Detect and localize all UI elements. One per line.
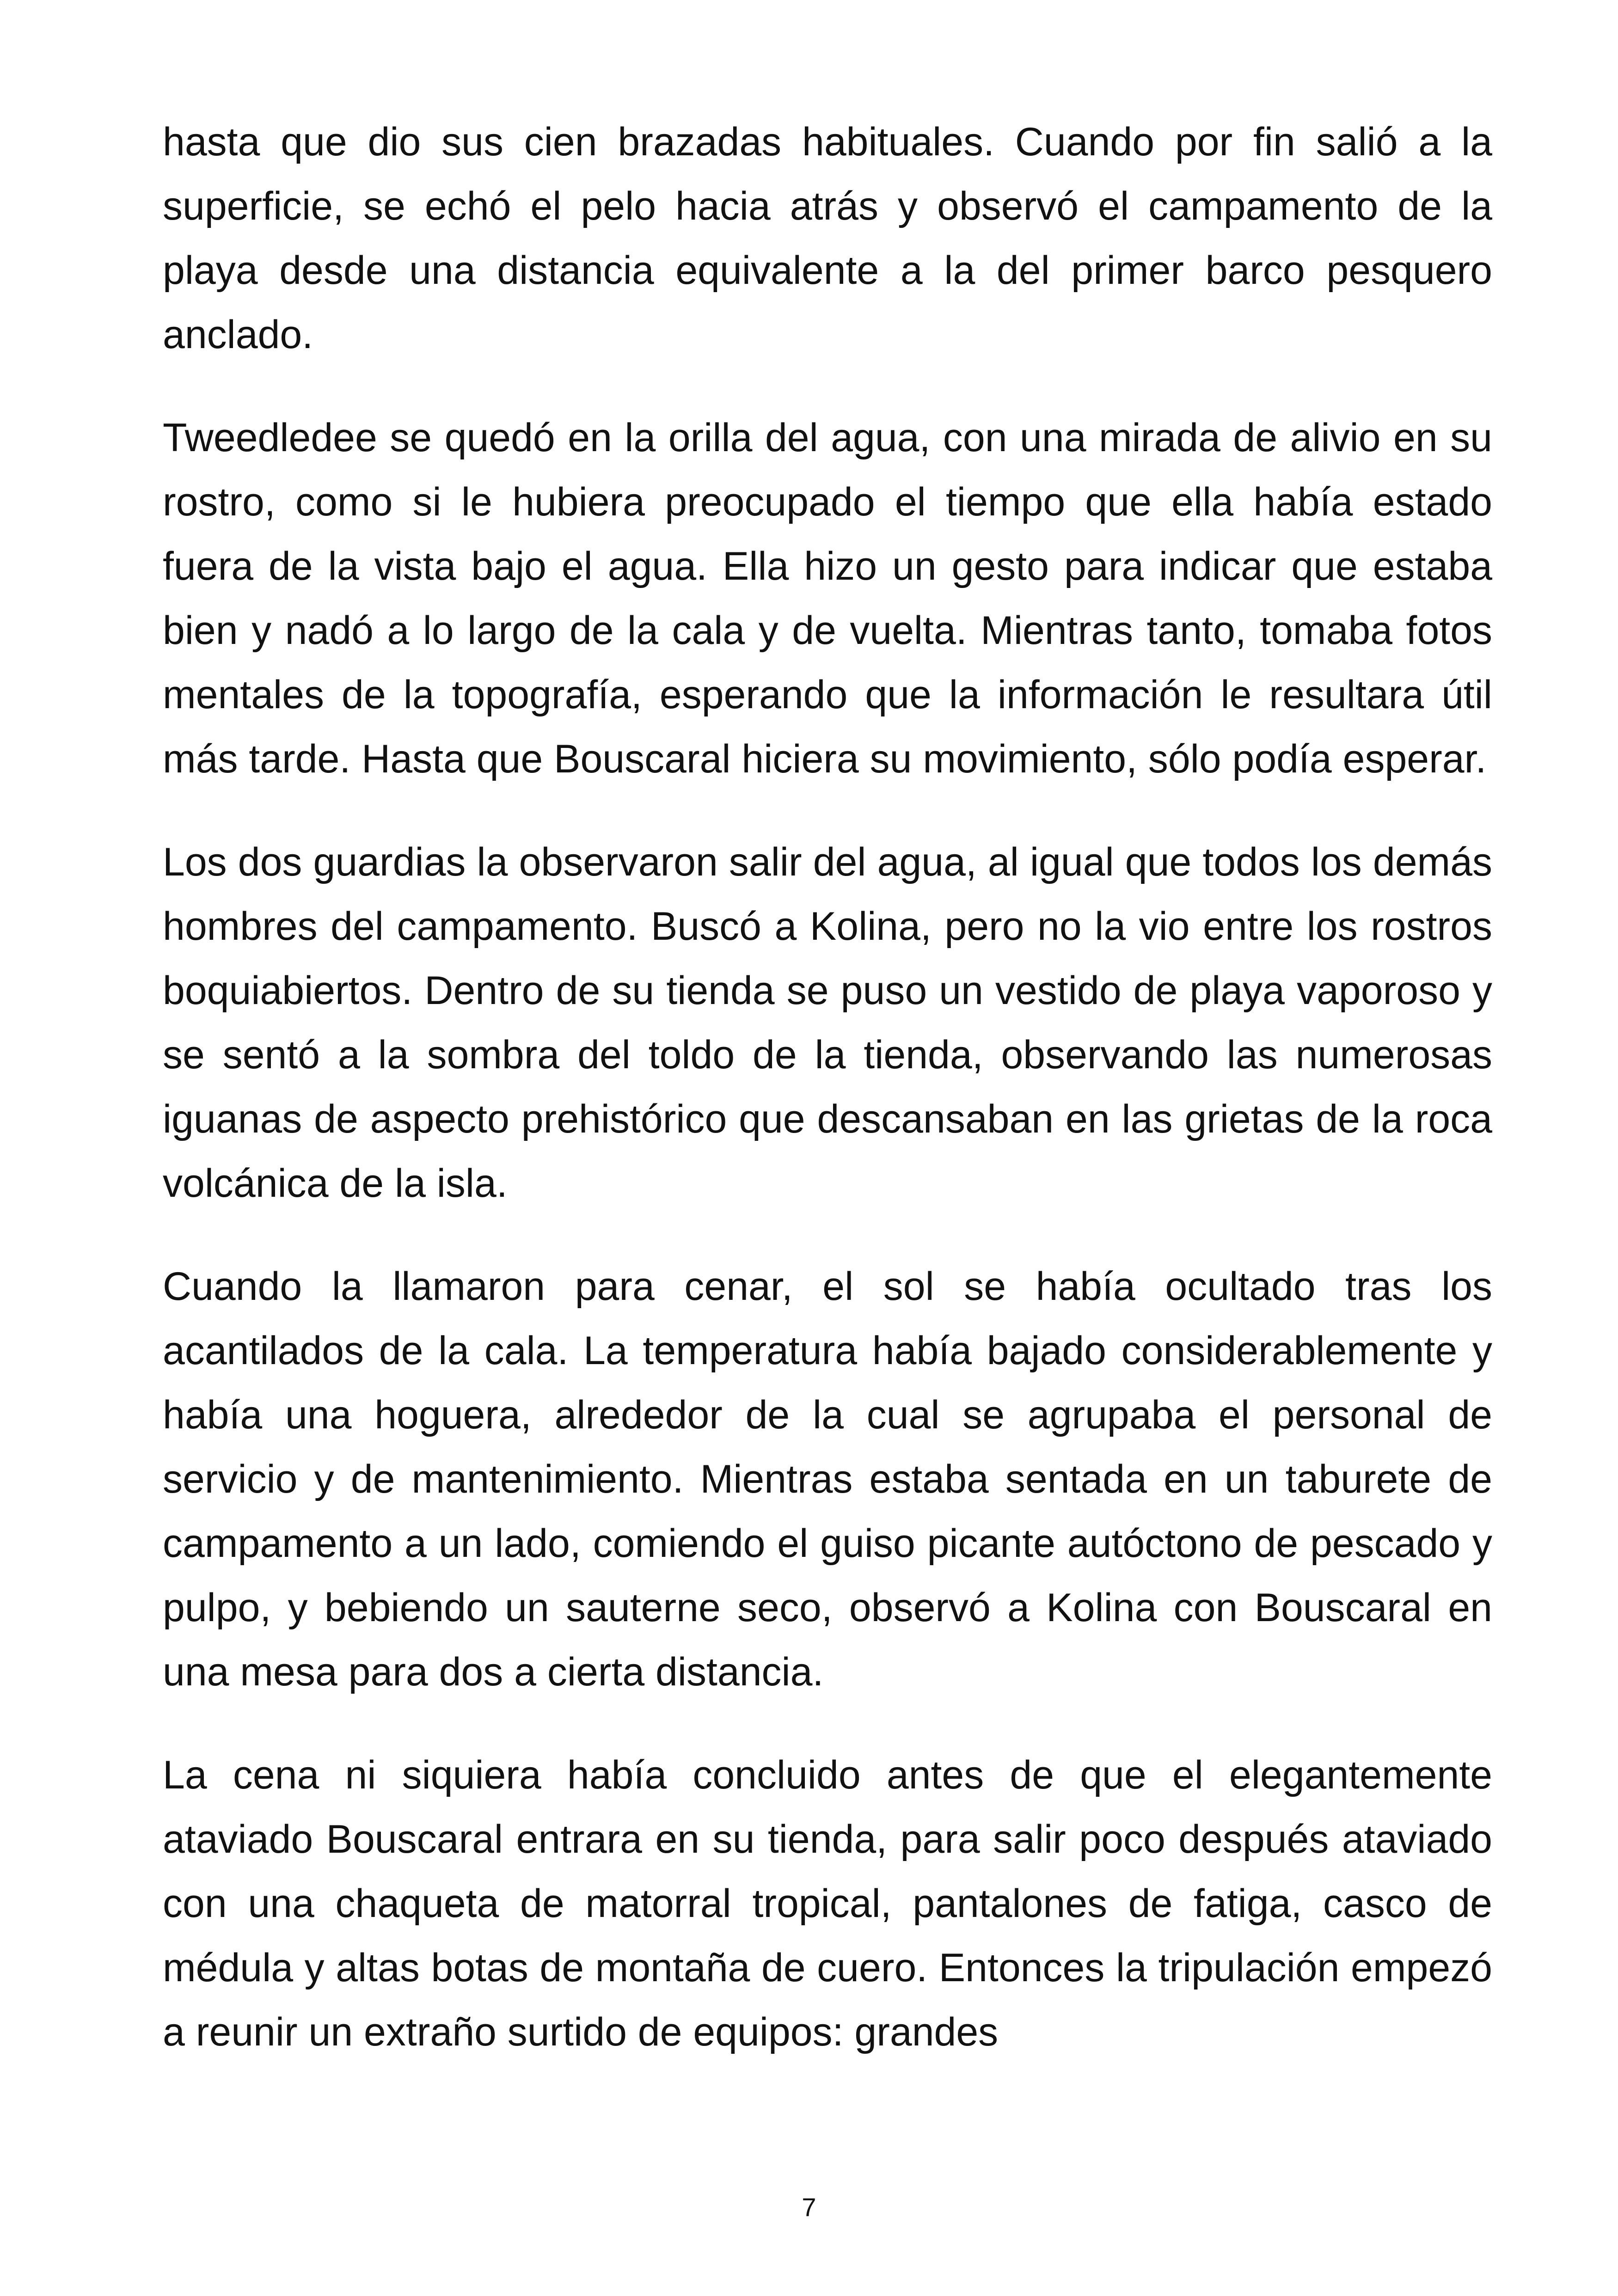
paragraph: La cena ni siquiera había concluido antes de que el elegantemente ataviado Bouscaral entrara en su tienda, para salir poco después ataviado con una chaqueta de matorral tropical, pantalones de fatiga, casco de médula y altas botas de montaña de cuero. Entonces la tripulación empezó a reunir un extraño surtido de equipos: grandes [163,1753,1492,2054]
paragraph: Los dos guardias la observaron salir del agua, al igual que todos los demás hombres del campamento. Buscó a Kolina, pero no la vio entre los rostros boquiabiertos. Dentro de su tienda se puso un vestido de playa vaporoso y se sentó a la sombra del toldo de la tienda, observando las numerosas iguanas de aspecto prehistórico que descansaban en las grietas de la roca volcánica de la isla. [163,840,1492,1206]
paragraph: hasta que dio sus cien brazadas habituales. Cuando por fin salió a la superficie, se echó el pelo hacia atrás y observó el campamento de la playa desde una distancia equivalente a la del primer barco pesquero anclado. [163,120,1492,357]
paragraph: Cuando la llamaron para cenar, el sol se había ocultado tras los acantilados de la cala. La temperatura había bajado considerablemente y había una hoguera, alrededor de la cual se agrupaba el personal de servicio y de mantenimiento. Mientras estaba sentada en un taburete de campamento a un lado, comiendo el guiso picante autóctono de pescado y pulpo, y bebiendo un sauterne seco, observó a Kolina con Bouscaral en una mesa para dos a cierta distancia. [163,1264,1492,1694]
paragraph: Tweedledee se quedó en la orilla del agua, con una mirada de alivio en su rostro, como si le hubiera preocupado el tiempo que ella había estado fuera de la vista bajo el agua. Ella hizo un gesto para indicar que estaba bien y nadó a lo largo de la cala y de vuelta. Mientras tanto, tomaba fotos mentales de la topografía, esperando que la información le resultara útil más tarde. Hasta que Bouscaral hiciera su movimiento, sólo podía esperar. [163,416,1492,781]
page-number: 7 [802,2192,816,2222]
page-body [163,110,1492,2103]
